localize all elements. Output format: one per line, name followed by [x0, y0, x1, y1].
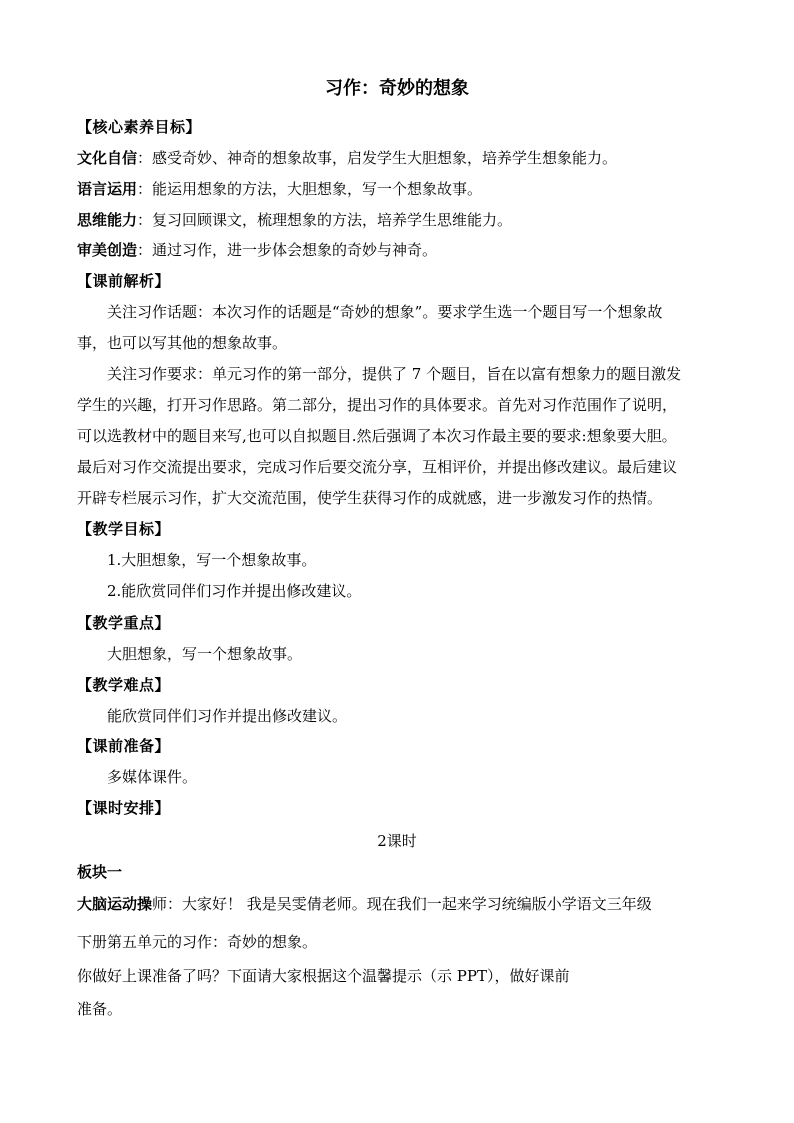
analysis-p1-line2: 事，也可以写其他的想象故事。 — [77, 334, 288, 352]
analysis-p2-line5: 开辟专栏展示习作，扩大交流范围，使学生获得习作的成就感，进一步激发习作的热情。 — [77, 489, 663, 507]
preparation-text: 多媒体课件。 — [107, 768, 198, 786]
block-label: 大脑运动操 — [77, 895, 153, 913]
goal-thinking — [77, 210, 727, 230]
difficulty-text: 能欣赏同伴们习作并提出修改建议。 — [107, 707, 348, 725]
analysis-p2-line1: 关注习作要求：单元习作的第一部分，提供了 7 个题目，旨在以富有想象力的题目激发 — [107, 365, 682, 383]
goal-thinking-label: 思维能力 — [77, 211, 138, 229]
goal-aesthetic-text: ：通过习作，进一步体会想象的奇妙与神奇。 — [137, 241, 438, 259]
block-line3: 你做好上课准备了吗？下面请大家根据这个温馨提示（示 PPT），做好课前 — [77, 967, 570, 985]
block-line4: 准备。 — [77, 1000, 123, 1018]
goal-language — [77, 179, 727, 199]
block-line1 — [77, 894, 727, 914]
objective-1: 1.大胆想象，写一个想象故事。 — [107, 551, 317, 569]
objective-2: 2.能欣赏同伴们习作并提出修改建议。 — [107, 582, 362, 600]
key-points-text: 大胆想象，写一个想象故事。 — [107, 645, 303, 663]
analysis-p2-line3: 可以选教材中的题目来写,也可以自拟题目.然后强调了本次习作最主要的要求:想象要大胆。 — [77, 427, 677, 445]
block-line2: 下册第五单元的习作：奇妙的想象。 — [77, 933, 318, 951]
block-line1-text: 师：大家好！ 我是吴雯倩老师。现在我们一起来学习统编版小学语文三年级 — [152, 895, 652, 913]
goal-thinking-text: ：复习回顾课文，梳理想象的方法，培养学生思维能力。 — [137, 211, 513, 229]
heading-analysis: 【课前解析】 — [77, 272, 171, 290]
analysis-p1-line1: 关注习作话题：本次习作的话题是“奇妙的想象”。要求学生选一个题目写一个想象故 — [107, 303, 663, 321]
heading-key-points: 【教学重点】 — [77, 614, 171, 632]
goal-aesthetic-label: 审美创造 — [77, 241, 138, 259]
heading-schedule: 【课时安排】 — [77, 799, 171, 817]
schedule-text: 2课时 — [377, 832, 417, 850]
heading-core-goals: 【核心素养目标】 — [77, 118, 202, 136]
analysis-p2-line4: 最后对习作交流提出要求，完成习作后要交流分享，互相评价，并提出修改建议。最后建议 — [77, 458, 678, 476]
heading-preparation: 【课前准备】 — [77, 737, 171, 755]
goal-culture — [77, 148, 727, 168]
page-title: 习作：奇妙的想象 — [325, 78, 469, 99]
goal-language-label: 语言运用 — [77, 180, 138, 198]
goal-culture-label: 文化自信 — [77, 149, 138, 167]
block-heading: 板块一 — [77, 863, 123, 881]
goal-culture-text: ：感受奇妙、神奇的想象故事，启发学生大胆想象，培养学生想象能力。 — [137, 149, 618, 167]
goal-language-text: ：能运用想象的方法，大胆想象，写一个想象故事。 — [137, 180, 483, 198]
heading-objectives: 【教学目标】 — [77, 520, 171, 538]
goal-aesthetic — [77, 240, 727, 260]
analysis-p2-line2: 学生的兴趣，打开习作思路。第二部分，提出习作的具体要求。首先对习作范围作了说明， — [77, 396, 678, 414]
heading-difficulty: 【教学难点】 — [77, 676, 171, 694]
